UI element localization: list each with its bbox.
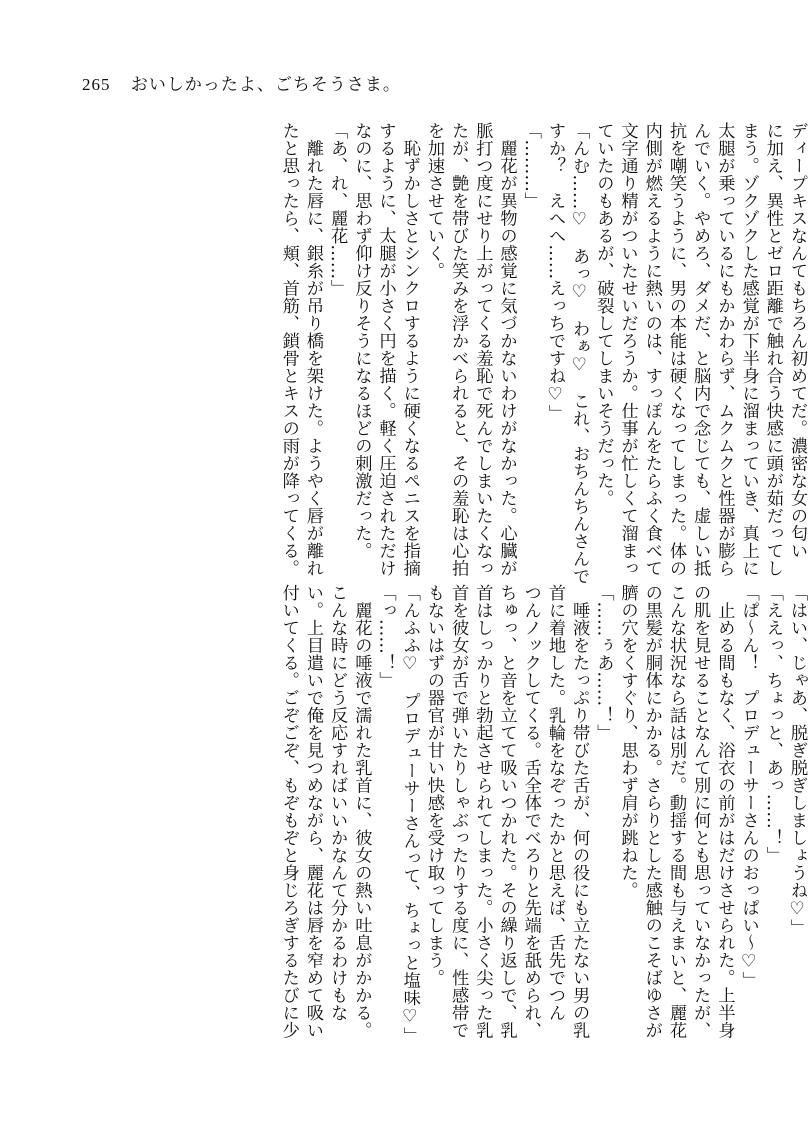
text-line: 臍の穴をくすぐり、思わず肩が跳ねた。: [617, 584, 638, 899]
text-line: 太腿が乗っているにもかかわらず、ムクムクと性器が膨ら: [714, 122, 735, 577]
text-line: なのに、思わず仰け反りそうになるほどの刺激だった。: [351, 122, 372, 560]
text-line: 内側が燃えるように熱いのは、すっぽんをたらふく食べて: [641, 122, 662, 577]
text-line: 離れた唇に、銀糸が吊り橋を架けた。ようやく唇が離れ: [302, 122, 323, 577]
text-line: 「んむ……♡ あっ♡ わぁ♡ これ、おちんちんさんで: [569, 122, 590, 585]
text-line: ディープキスなんてもちろん初めてだ。濃密な女の匂い: [787, 122, 807, 560]
text-line: 止める間もなく、浴衣の前がはだけさせられた。上半身: [714, 584, 735, 1039]
upper-text-block: [81, 122, 809, 585]
text-line: するように、太腿が小さく円を描く。軽く圧迫されただけ: [375, 122, 396, 577]
text-line: ちゅっ、と音を立てて吸いつかれた。その繰り返しで、乳: [496, 584, 517, 1039]
text-line: の黒髪が胴体にかかる。さらりとした感触のこそばゆさが: [641, 584, 662, 1039]
text-line: たが、艶を帯びた笑みを浮かべられると、その羞恥は心拍: [448, 122, 469, 577]
text-line: 「……ぅあ……！」: [593, 584, 614, 742]
text-line: 脈打つ度にせり上がってくる羞恥で死んでしまいたくなっ: [472, 122, 493, 577]
text-line: 首はしっかりと勃起させられてしまった。小さく尖った乳: [472, 584, 493, 1039]
text-line: こんな状況なら話は別だ。動揺する間も与えまいと、麗花: [665, 584, 686, 1039]
text-line: 「………」: [520, 122, 541, 210]
text-line: こんな時にどう反応すればいいかなんて分かるわけもな: [327, 584, 348, 1022]
text-line: い。上目遣いで俺を見つめながら、麗花は唇を窄めて吸い: [302, 584, 323, 1039]
text-line: 付いてくる。ごぞごぞ、もぞもぞと身じろぎするたびに少: [278, 584, 299, 1039]
text-line: の肌を見せることなんて別に何とも思っていなかったが、: [690, 584, 711, 1039]
text-line: ていたのもあるが、破裂してしまいそうだった。: [593, 122, 614, 507]
text-line: 首を彼女が舌で弾いたりしゃぶったりする度に、性感帯で: [448, 584, 469, 1039]
text-line: 「はい、じゃあ、脱ぎ脱ぎしましょうね♡」: [787, 584, 807, 937]
text-line: 「ええっ、ちょっと、あっ……！」: [762, 584, 783, 864]
chapter-title: おいしかったよ、ごちそうさま。: [130, 75, 401, 95]
text-line: すか？ えへへ……えっちですね♡」: [544, 122, 565, 423]
text-line: 恥ずかしさとシンクロするように硬くなるペニスを指摘: [399, 122, 420, 577]
text-line: 麗花の唾液で濡れた乳首に、彼女の熱い吐息がかかる。: [351, 584, 372, 1039]
text-line: 抗を嘲笑うように、男の本能は硬くなってしまった。体の: [665, 122, 686, 577]
text-line: 「あ、れ、麗花……」: [327, 122, 348, 297]
text-line: に加え、異性とゼロ距離で触れ合う快感に頭が茹だってし: [762, 122, 783, 577]
text-line: 「っ……！」: [375, 584, 396, 689]
text-line: 文字通り精がついたせいだろうか。仕事が忙しくて溜まっ: [617, 122, 638, 577]
page-number: 265: [82, 75, 111, 94]
running-header: [82, 70, 401, 95]
text-line: 「ぱ〜ん！ プロデューサーさんのおっぱい〜♡」: [738, 584, 759, 989]
text-line: んでいく。やめろ、ダメだ、と脳内で念じても、虚しい抵: [690, 122, 711, 577]
text-line: まう。ゾクゾクした感覚が下半身に溜まっていき、真上に: [738, 122, 759, 577]
text-line: 唾液をたっぷり帯びた舌が、何の役にも立たない男の乳: [569, 584, 590, 1039]
text-line: 「んふふ♡ プロデューサーさんって、ちょっと塩味♡」: [399, 584, 420, 1045]
text-line: 麗花が異物の感覚に気づかないわけがなかった。心臓が: [496, 122, 517, 577]
text-line: つんノックしてくる。舌全体でべろりと先端を舐められ、: [520, 584, 541, 1039]
text-line: を加速させていく。: [423, 122, 444, 280]
text-line: 首に着地した。乳輪をなぞったかと思えば、舌先でつん: [544, 584, 565, 1022]
text-line: もないはずの器官が甘い快感を受け取ってしまう。: [423, 584, 444, 987]
text-line: たと思ったら、頬、首筋、鎖骨とキスの雨が降ってくる。: [278, 122, 299, 577]
lower-text-block: [81, 584, 809, 1045]
